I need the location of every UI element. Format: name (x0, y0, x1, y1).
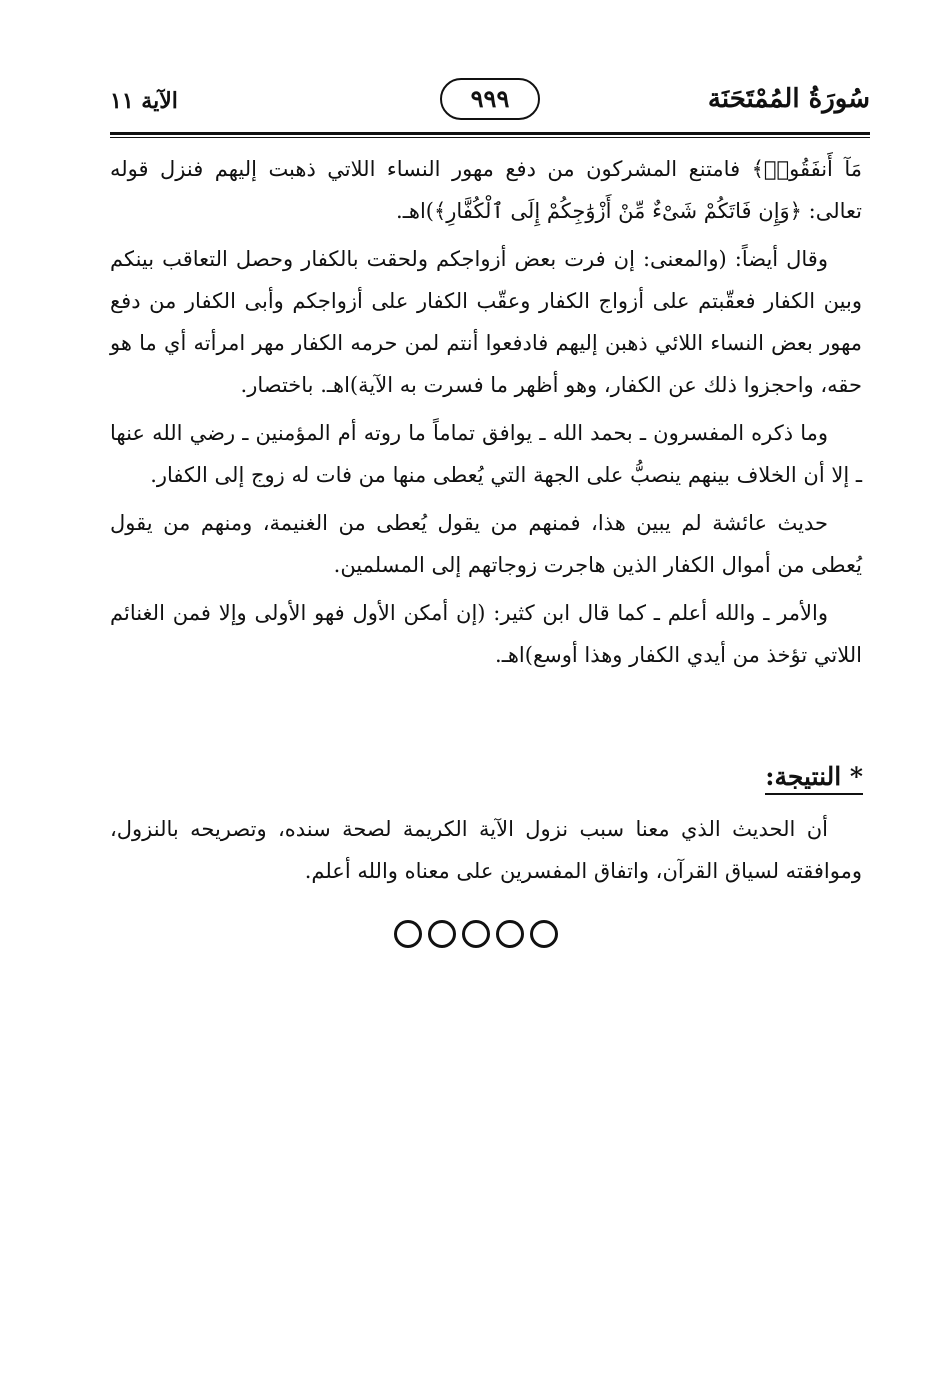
header-rule (110, 132, 870, 135)
circle-icon (530, 920, 558, 948)
paragraph: والأمر ـ والله أعلم ـ كما قال ابن كثير: (إن أمكن الأول فهو الأولى وإلا فمن الغنائم اللاتي تؤخذ من أيدي الكفار وهذا أوسع)اهـ. (110, 601, 862, 667)
body-text (110, 148, 862, 682)
circle-icon (462, 920, 490, 948)
circle-icon (394, 920, 422, 948)
result-heading: * النتيجة: (765, 762, 863, 795)
header-rule-thin (110, 137, 870, 138)
result-text: أن الحديث الذي معنا سبب نزول الآية الكريمة لصحة سنده، وتصريحه بالنزول، وموافقته لسياق القرآن، واتفاق المفسرين على معناه والله أعلم. (110, 817, 862, 883)
circle-icon (496, 920, 524, 948)
surah-name: سُورَةُ المُمْتَحَنَة (707, 84, 870, 114)
paragraph: مَآ أَنفَقُوا۟﴾ فامتنع المشركون من دفع مهور النساء اللاتي ذهبت إليهم فنزل قوله تعالى: ﴿وَإِن فَاتَكُمْ شَىْءٌ مِّنْ أَزْوَٰجِكُمْ إِلَى ٱلْكُفَّارِ﴾)اهـ. (110, 157, 862, 223)
page-header (110, 70, 870, 130)
paragraph: وقال أيضاً: (والمعنى: إن فرت بعض أزواجكم ولحقت بالكفار وحصل التعاقب بينكم وبين الكفار فعقّبتم على أزواج الكفار وعقّب الكفار على أزواجكم وأبى الكفار من دفع مهور بعض النساء اللائي ذهبن إليهم فادفعوا أنتم لمن حرمه الكفار مهر امرأته أي ما هو حقه، واحجزوا ذلك عن الكفار، وهو أظهر ما فسرت به الآية)اهـ. باختصار. (110, 247, 862, 397)
page-number: ٩٩٩ (440, 78, 540, 120)
circle-icon (428, 920, 456, 948)
paragraph: وما ذكره المفسرون ـ بحمد الله ـ يوافق تماماً ما روته أم المؤمنين ـ رضي الله عنها ـ إلا أن الخلاف بينهم ينصبُّ على الجهة التي يُعطى منها من فات له زوج إلى الكفار. (110, 421, 862, 487)
paragraph: حديث عائشة لم يبين هذا، فمنهم من يقول يُعطى من الغنيمة، ومنهم من يقول يُعطى من أموال الكفار الذين هاجرت زوجاتهم إلى المسلمين. (110, 511, 862, 577)
ayah-label: الآية ١١ (110, 88, 178, 114)
section-end-ornament (0, 920, 951, 952)
